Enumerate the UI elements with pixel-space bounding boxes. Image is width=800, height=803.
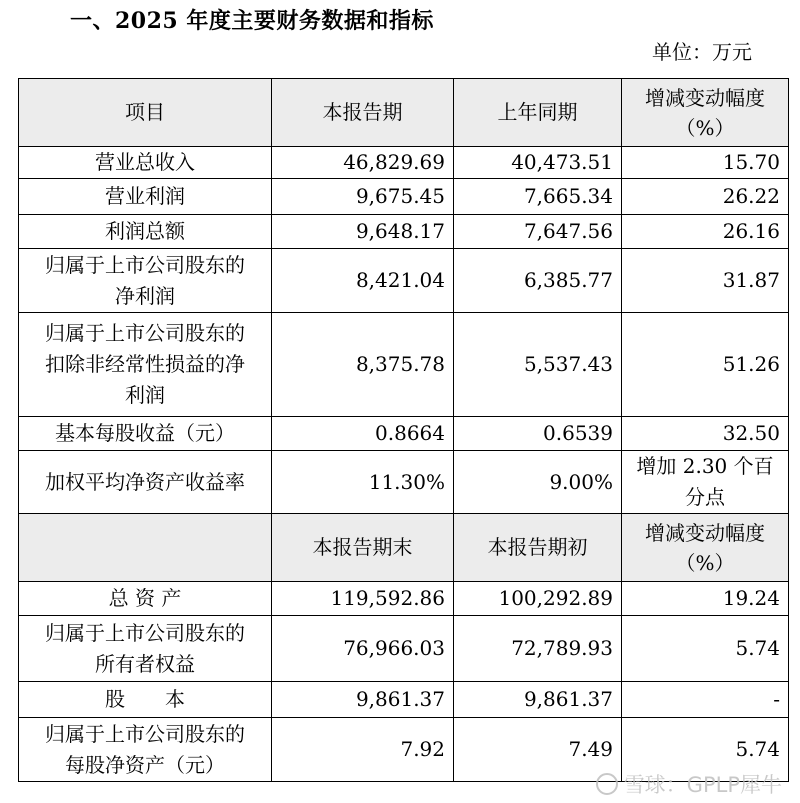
cell-change-line1: 增加 2.30 个百 <box>636 454 774 478</box>
unit-label: 单位：万元 <box>652 40 752 64</box>
row-label: 基本每股收益（元） <box>19 417 272 451</box>
table-row <box>19 417 789 451</box>
cell-change: 5.74 <box>622 718 789 782</box>
row-label: 股 本 <box>19 682 272 718</box>
cell-change: 51.26 <box>622 313 789 417</box>
header-change <box>622 79 789 147</box>
table-row <box>19 215 789 249</box>
table-header-row <box>19 79 789 147</box>
watermark <box>596 769 782 799</box>
cell-prior: 5,537.43 <box>454 313 622 417</box>
header-period-start: 本报告期初 <box>454 514 622 582</box>
cell-change: 26.22 <box>622 179 789 215</box>
table-row <box>19 682 789 718</box>
table-row <box>19 451 789 514</box>
row-label-line1: 归属于上市公司股东的 <box>45 721 245 746</box>
table-row <box>19 179 789 215</box>
cell-prior: 100,292.89 <box>454 582 622 616</box>
row-label: 总 资 产 <box>19 582 272 616</box>
header-item <box>19 514 272 582</box>
cell-change: 19.24 <box>622 582 789 616</box>
cell-change-line2: 分点 <box>685 485 725 509</box>
cell-change <box>622 451 789 514</box>
cell-current: 9,861.37 <box>272 682 454 718</box>
snowball-logo-icon <box>596 773 618 795</box>
table-row <box>19 313 789 417</box>
row-label: 加权平均净资产收益率 <box>19 451 272 514</box>
row-label-line1: 归属于上市公司股东的 <box>45 252 245 277</box>
row-label: 营业总收入 <box>19 147 272 179</box>
cell-prior: 0.6539 <box>454 417 622 451</box>
cell-prior: 7,665.34 <box>454 179 622 215</box>
header-change-line2: （%） <box>675 115 735 140</box>
cell-current: 0.8664 <box>272 417 454 451</box>
section-title: 一、2025 年度主要财务数据和指标 <box>70 8 434 34</box>
row-label <box>19 249 272 313</box>
row-label-line1: 归属于上市公司股东的 <box>45 321 245 345</box>
header-item: 项目 <box>19 79 272 147</box>
cell-prior: 7,647.56 <box>454 215 622 249</box>
cell-change: 31.87 <box>622 249 789 313</box>
header-change-line1: 增减变动幅度 <box>645 85 765 110</box>
cell-prior: 72,789.93 <box>454 616 622 682</box>
cell-current: 8,375.78 <box>272 313 454 417</box>
row-label: 营业利润 <box>19 179 272 215</box>
header-current-period: 本报告期 <box>272 79 454 147</box>
cell-current: 76,966.03 <box>272 616 454 682</box>
row-label <box>19 313 272 417</box>
cell-change: - <box>622 682 789 718</box>
table-row <box>19 147 789 179</box>
cell-change: 15.70 <box>622 147 789 179</box>
header-period-end: 本报告期末 <box>272 514 454 582</box>
row-label-line2: 扣除非经常性损益的净 <box>45 352 245 376</box>
cell-prior: 9,861.37 <box>454 682 622 718</box>
cell-current: 119,592.86 <box>272 582 454 616</box>
cell-prior: 40,473.51 <box>454 147 622 179</box>
cell-current: 7.92 <box>272 718 454 782</box>
row-label: 利润总额 <box>19 215 272 249</box>
financial-data-table <box>18 78 789 782</box>
row-label <box>19 616 272 682</box>
cell-current: 11.30% <box>272 451 454 514</box>
cell-change: 26.16 <box>622 215 789 249</box>
header-change-line1: 增减变动幅度 <box>645 520 765 545</box>
cell-prior: 7.49 <box>454 718 622 782</box>
cell-prior: 6,385.77 <box>454 249 622 313</box>
table-row <box>19 249 789 313</box>
table-header-row <box>19 514 789 582</box>
row-label-line2: 每股净资产（元） <box>65 752 225 777</box>
header-change-line2: （%） <box>675 550 735 575</box>
cell-prior: 9.00% <box>454 451 622 514</box>
header-change <box>622 514 789 582</box>
cell-current: 9,648.17 <box>272 215 454 249</box>
row-label-line3: 利润 <box>125 383 165 407</box>
table-row <box>19 616 789 682</box>
row-label-line1: 归属于上市公司股东的 <box>45 620 245 645</box>
cell-change: 5.74 <box>622 616 789 682</box>
row-label <box>19 718 272 782</box>
header-prior-period: 上年同期 <box>454 79 622 147</box>
row-label-line2: 净利润 <box>115 283 175 308</box>
row-label-line2: 所有者权益 <box>95 651 195 676</box>
cell-current: 46,829.69 <box>272 147 454 179</box>
cell-change: 32.50 <box>622 417 789 451</box>
cell-current: 9,675.45 <box>272 179 454 215</box>
watermark-text: 雪球：GPLP犀牛 <box>623 773 782 797</box>
cell-current: 8,421.04 <box>272 249 454 313</box>
table-row <box>19 582 789 616</box>
